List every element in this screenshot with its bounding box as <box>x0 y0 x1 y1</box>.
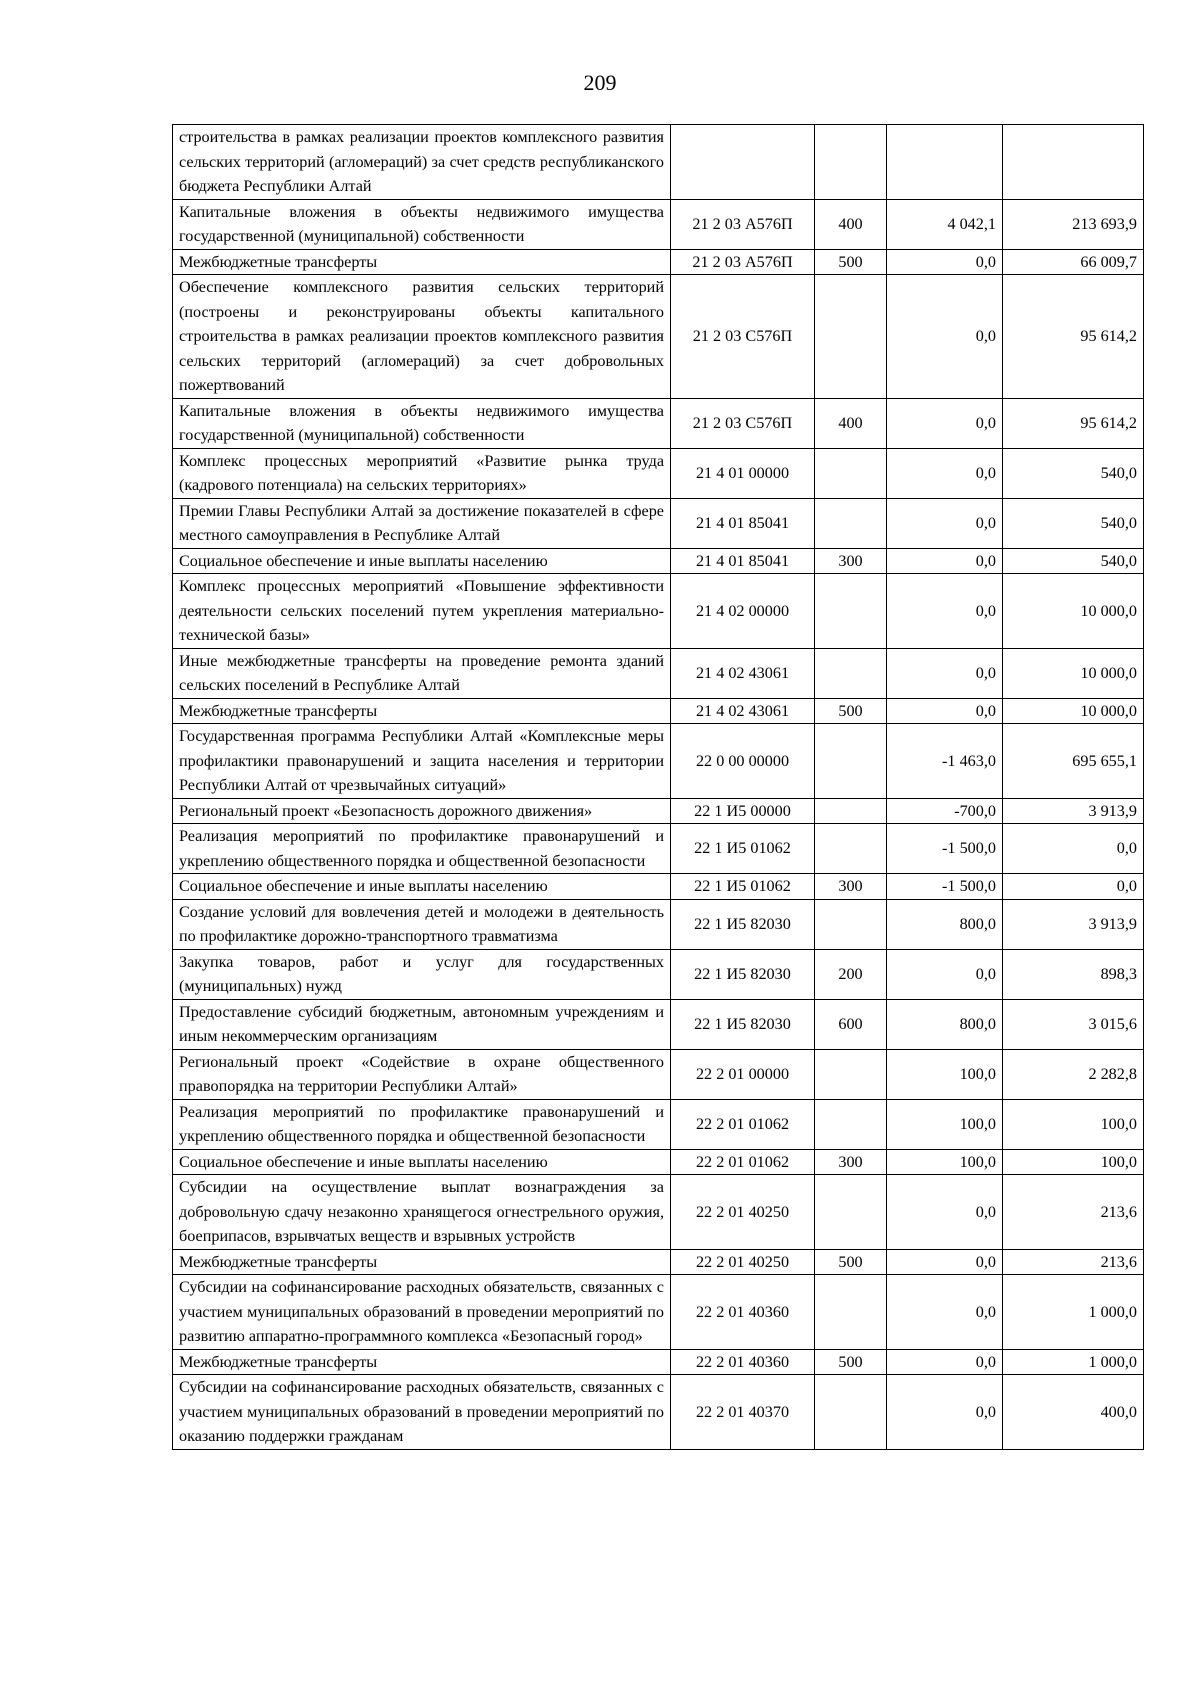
table-row <box>173 498 1144 548</box>
expense-type-cell <box>815 824 887 874</box>
table-row <box>173 199 1144 249</box>
target-code-cell: 21 4 01 00000 <box>671 448 815 498</box>
expense-name-cell: Комплекс процессных мероприятий «Развитие рынка труда (кадрового потенциала) на сельских территориях» <box>173 448 671 498</box>
expense-name-cell: Создание условий для вовлечения детей и молодежи в деятельность по профилактике дорожно-транспортного травматизма <box>173 899 671 949</box>
expense-type-cell: 500 <box>815 249 887 275</box>
total-amount-cell: 0,0 <box>1003 874 1144 900</box>
expense-name-cell: Обеспечение комплексного развития сельских территорий (построены и реконструированы объекты капитального строительства в рамках реализации проектов комплексного развития сельских территорий (агломераций) за счет добровольных пожертвований <box>173 275 671 399</box>
change-amount-cell: 0,0 <box>887 574 1003 649</box>
total-amount-cell: 1 000,0 <box>1003 1349 1144 1375</box>
expense-name-cell: Субсидии на софинансирование расходных обязательств, связанных с участием муниципальных образований в проведении мероприятий по развитию аппаратно-программного комплекса «Безопасный город» <box>173 1275 671 1350</box>
target-code-cell: 21 2 03 С576П <box>671 275 815 399</box>
change-amount-cell: 0,0 <box>887 698 1003 724</box>
total-amount-cell: 100,0 <box>1003 1099 1144 1149</box>
total-amount-cell: 66 009,7 <box>1003 249 1144 275</box>
change-amount-cell: 800,0 <box>887 999 1003 1049</box>
table-row <box>173 1049 1144 1099</box>
expense-type-cell: 500 <box>815 1349 887 1375</box>
target-code-cell: 22 2 01 40360 <box>671 1275 815 1350</box>
total-amount-cell: 3 015,6 <box>1003 999 1144 1049</box>
target-code-cell: 22 2 01 01062 <box>671 1149 815 1175</box>
expense-type-cell <box>815 498 887 548</box>
change-amount-cell: 0,0 <box>887 275 1003 399</box>
target-code-cell <box>671 125 815 200</box>
table-row <box>173 899 1144 949</box>
change-amount-cell: 0,0 <box>887 398 1003 448</box>
expense-name-cell: Комплекс процессных мероприятий «Повышение эффективности деятельности сельских поселений путем укрепления материально-технической базы» <box>173 574 671 649</box>
expense-name-cell: Региональный проект «Содействие в охране общественного правопорядка на территории Республики Алтай» <box>173 1049 671 1099</box>
expense-name-cell: Закупка товаров, работ и услуг для государственных (муниципальных) нужд <box>173 949 671 999</box>
target-code-cell: 21 4 02 00000 <box>671 574 815 649</box>
target-code-cell: 21 4 01 85041 <box>671 498 815 548</box>
target-code-cell: 21 4 02 43061 <box>671 698 815 724</box>
table-row <box>173 1375 1144 1450</box>
change-amount-cell: 100,0 <box>887 1099 1003 1149</box>
table-row <box>173 648 1144 698</box>
target-code-cell: 22 1 И5 01062 <box>671 824 815 874</box>
table-row <box>173 698 1144 724</box>
expense-type-cell: 500 <box>815 1249 887 1275</box>
expense-type-cell: 300 <box>815 548 887 574</box>
total-amount-cell: 100,0 <box>1003 1149 1144 1175</box>
expense-type-cell <box>815 648 887 698</box>
total-amount-cell: 2 282,8 <box>1003 1049 1144 1099</box>
change-amount-cell: 0,0 <box>887 648 1003 698</box>
expense-name-cell: Иные межбюджетные трансферты на проведение ремонта зданий сельских поселений в Республике Алтай <box>173 648 671 698</box>
budget-table-body <box>173 125 1144 1450</box>
total-amount-cell: 10 000,0 <box>1003 574 1144 649</box>
expense-name-cell: Социальное обеспечение и иные выплаты населению <box>173 1149 671 1175</box>
expense-type-cell: 500 <box>815 698 887 724</box>
expense-type-cell: 400 <box>815 398 887 448</box>
total-amount-cell: 10 000,0 <box>1003 648 1144 698</box>
change-amount-cell: 0,0 <box>887 1249 1003 1275</box>
total-amount-cell: 10 000,0 <box>1003 698 1144 724</box>
table-row <box>173 1249 1144 1275</box>
total-amount-cell: 400,0 <box>1003 1375 1144 1450</box>
table-row <box>173 398 1144 448</box>
change-amount-cell: 0,0 <box>887 498 1003 548</box>
table-row <box>173 249 1144 275</box>
expense-type-cell: 400 <box>815 199 887 249</box>
change-amount-cell: 0,0 <box>887 548 1003 574</box>
change-amount-cell: 0,0 <box>887 949 1003 999</box>
table-row <box>173 1275 1144 1350</box>
change-amount-cell: 100,0 <box>887 1149 1003 1175</box>
change-amount-cell: 0,0 <box>887 249 1003 275</box>
page-number: 209 <box>583 70 617 95</box>
expense-name-cell: Премии Главы Республики Алтай за достижение показателей в сфере местного самоуправления в Республике Алтай <box>173 498 671 548</box>
target-code-cell: 22 2 01 40250 <box>671 1175 815 1250</box>
table-row <box>173 1175 1144 1250</box>
expense-type-cell <box>815 1275 887 1350</box>
expense-name-cell: Социальное обеспечение и иные выплаты населению <box>173 548 671 574</box>
table-row <box>173 824 1144 874</box>
total-amount-cell: 898,3 <box>1003 949 1144 999</box>
total-amount-cell: 3 913,9 <box>1003 798 1144 824</box>
expense-name-cell: строительства в рамках реализации проектов комплексного развития сельских территорий (агломераций) за счет средств республиканского бюджета Республики Алтай <box>173 125 671 200</box>
expense-type-cell <box>815 1375 887 1450</box>
expense-type-cell <box>815 574 887 649</box>
expense-name-cell: Субсидии на осуществление выплат вознаграждения за добровольную сдачу незаконно хранящегося огнестрельного оружия, боеприпасов, взрывчатых веществ и взрывных устройств <box>173 1175 671 1250</box>
expense-name-cell: Капитальные вложения в объекты недвижимого имущества государственной (муниципальной) собственности <box>173 199 671 249</box>
target-code-cell: 22 2 01 40370 <box>671 1375 815 1450</box>
expense-name-cell: Региональный проект «Безопасность дорожного движения» <box>173 798 671 824</box>
expense-name-cell: Межбюджетные трансферты <box>173 249 671 275</box>
change-amount-cell: -1 500,0 <box>887 874 1003 900</box>
table-row <box>173 949 1144 999</box>
target-code-cell: 22 2 01 00000 <box>671 1049 815 1099</box>
expense-type-cell <box>815 798 887 824</box>
target-code-cell: 21 2 03 А576П <box>671 249 815 275</box>
target-code-cell: 22 1 И5 01062 <box>671 874 815 900</box>
total-amount-cell: 213,6 <box>1003 1175 1144 1250</box>
total-amount-cell: 95 614,2 <box>1003 398 1144 448</box>
expense-type-cell <box>815 724 887 799</box>
change-amount-cell: -1 463,0 <box>887 724 1003 799</box>
expense-name-cell: Субсидии на софинансирование расходных обязательств, связанных с участием муниципальных образований в проведении мероприятий по оказанию поддержки гражданам <box>173 1375 671 1450</box>
expense-name-cell: Капитальные вложения в объекты недвижимого имущества государственной (муниципальной) собственности <box>173 398 671 448</box>
change-amount-cell: 100,0 <box>887 1049 1003 1099</box>
target-code-cell: 21 4 02 43061 <box>671 648 815 698</box>
target-code-cell: 22 2 01 40360 <box>671 1349 815 1375</box>
expense-name-cell: Предоставление субсидий бюджетным, автономным учреждениям и иным некоммерческим организациям <box>173 999 671 1049</box>
total-amount-cell: 213,6 <box>1003 1249 1144 1275</box>
expense-type-cell: 600 <box>815 999 887 1049</box>
table-row <box>173 1099 1144 1149</box>
table-row <box>173 448 1144 498</box>
expense-name-cell: Реализация мероприятий по профилактике правонарушений и укреплению общественного порядка и общественной безопасности <box>173 824 671 874</box>
target-code-cell: 21 4 01 85041 <box>671 548 815 574</box>
target-code-cell: 22 1 И5 00000 <box>671 798 815 824</box>
table-row <box>173 798 1144 824</box>
expense-type-cell <box>815 899 887 949</box>
change-amount-cell: 0,0 <box>887 448 1003 498</box>
total-amount-cell: 540,0 <box>1003 548 1144 574</box>
expense-name-cell: Межбюджетные трансферты <box>173 698 671 724</box>
total-amount-cell <box>1003 125 1144 200</box>
expense-type-cell <box>815 1175 887 1250</box>
expense-name-cell: Межбюджетные трансферты <box>173 1349 671 1375</box>
change-amount-cell: 4 042,1 <box>887 199 1003 249</box>
expense-type-cell: 300 <box>815 1149 887 1175</box>
expense-name-cell: Реализация мероприятий по профилактике правонарушений и укреплению общественного порядка и общественной безопасности <box>173 1099 671 1149</box>
table-row <box>173 874 1144 900</box>
table-row <box>173 1149 1144 1175</box>
table-row <box>173 574 1144 649</box>
table-row <box>173 1349 1144 1375</box>
change-amount-cell: 0,0 <box>887 1275 1003 1350</box>
expense-name-cell: Социальное обеспечение и иные выплаты населению <box>173 874 671 900</box>
total-amount-cell: 95 614,2 <box>1003 275 1144 399</box>
target-code-cell: 22 1 И5 82030 <box>671 899 815 949</box>
total-amount-cell: 540,0 <box>1003 498 1144 548</box>
total-amount-cell: 540,0 <box>1003 448 1144 498</box>
table-row <box>173 999 1144 1049</box>
expense-type-cell: 200 <box>815 949 887 999</box>
table-row <box>173 724 1144 799</box>
change-amount-cell: -700,0 <box>887 798 1003 824</box>
budget-table <box>172 124 1144 1450</box>
expense-type-cell <box>815 275 887 399</box>
target-code-cell: 22 2 01 40250 <box>671 1249 815 1275</box>
target-code-cell: 21 2 03 С576П <box>671 398 815 448</box>
total-amount-cell: 695 655,1 <box>1003 724 1144 799</box>
table-row <box>173 275 1144 399</box>
expense-type-cell <box>815 1049 887 1099</box>
expense-name-cell: Межбюджетные трансферты <box>173 1249 671 1275</box>
expense-type-cell: 300 <box>815 874 887 900</box>
target-code-cell: 22 1 И5 82030 <box>671 999 815 1049</box>
expense-type-cell <box>815 1099 887 1149</box>
target-code-cell: 22 2 01 01062 <box>671 1099 815 1149</box>
total-amount-cell: 0,0 <box>1003 824 1144 874</box>
change-amount-cell: 0,0 <box>887 1375 1003 1450</box>
target-code-cell: 22 0 00 00000 <box>671 724 815 799</box>
table-row <box>173 125 1144 200</box>
expense-name-cell: Государственная программа Республики Алтай «Комплексные меры профилактики правонарушений и защита населения и территории Республики Алтай от чрезвычайных ситуаций» <box>173 724 671 799</box>
expense-type-cell <box>815 448 887 498</box>
change-amount-cell: 800,0 <box>887 899 1003 949</box>
table-row <box>173 548 1144 574</box>
target-code-cell: 21 2 03 А576П <box>671 199 815 249</box>
expense-type-cell <box>815 125 887 200</box>
change-amount-cell <box>887 125 1003 200</box>
total-amount-cell: 213 693,9 <box>1003 199 1144 249</box>
total-amount-cell: 3 913,9 <box>1003 899 1144 949</box>
target-code-cell: 22 1 И5 82030 <box>671 949 815 999</box>
change-amount-cell: -1 500,0 <box>887 824 1003 874</box>
total-amount-cell: 1 000,0 <box>1003 1275 1144 1350</box>
change-amount-cell: 0,0 <box>887 1349 1003 1375</box>
change-amount-cell: 0,0 <box>887 1175 1003 1250</box>
